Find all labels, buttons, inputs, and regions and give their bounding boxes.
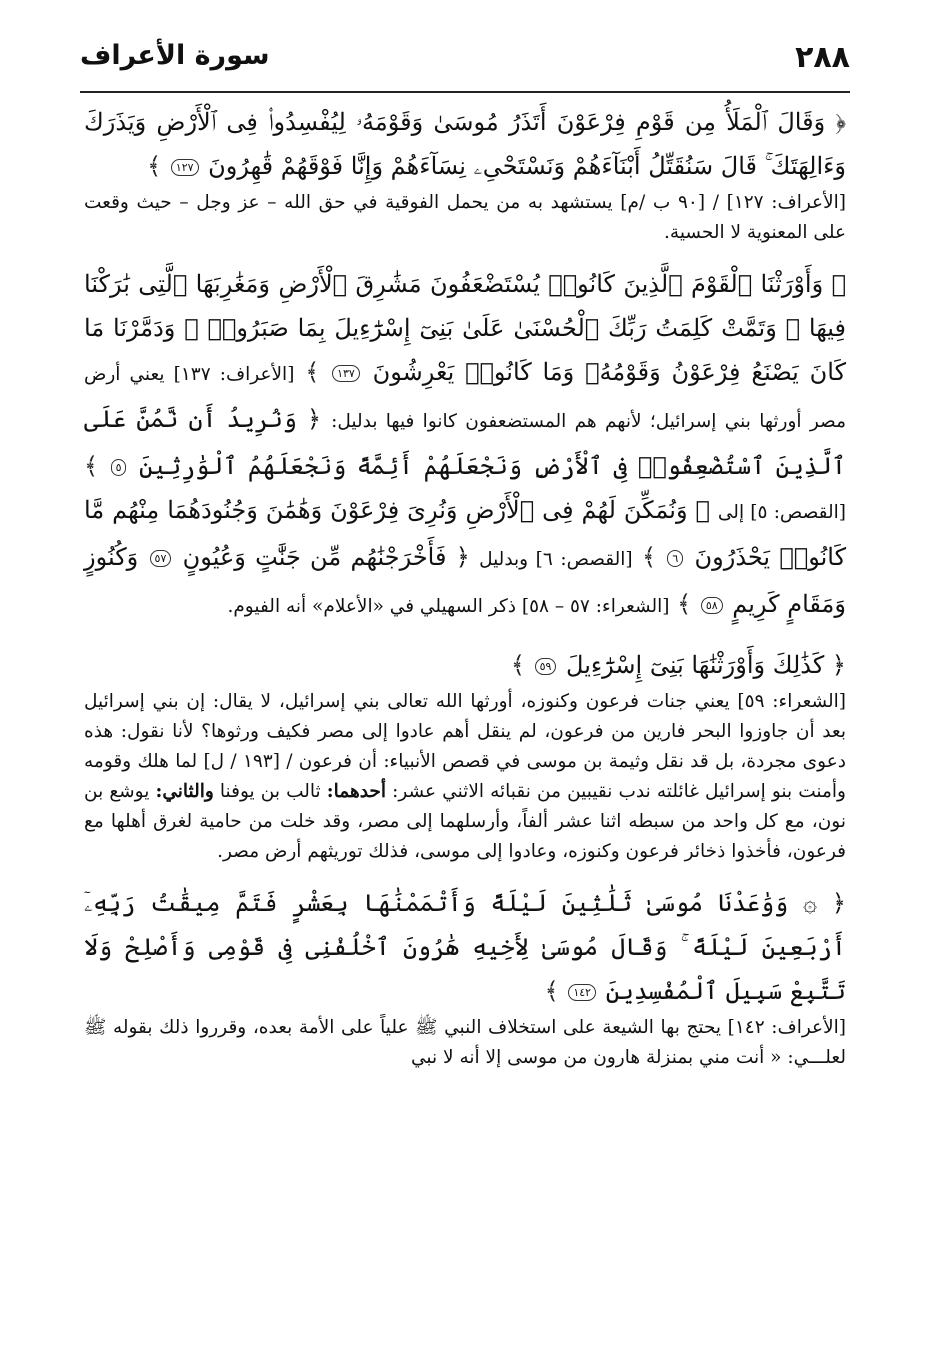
commentary-paragraph xyxy=(84,687,846,867)
closing-bracket: ﴾ xyxy=(147,152,162,180)
commentary-text: [الأعراف: ١٣٧] يعني أرض مصر أورثها بني إسرائيل؛ لأنهم هم المستضعفون كانوا فيها بدليل: xyxy=(84,364,846,432)
closing-bracket: ﴾ xyxy=(510,651,525,679)
ayah-number-marker: ١٤٢ xyxy=(568,984,596,1001)
verse-text: ﴿ وَأَوْرَثْنَا ٱلْقَوْمَ ٱلَّذِينَ كَانُوا۟ يُسْتَضْعَفُونَ مَشَٰرِقَ ٱلْأَرْضِ وَمَغَٰرِبَهَا ٱلَّتِى بَٰرَكْنَا فِيهَا ۖ وَتَمَّتْ كَلِمَتُ رَبِّكَ ٱلْحُسْنَىٰ عَلَىٰ بَنِىٓ إِسْرَٰٓءِيلَ بِمَا صَبَرُوا۟ ۖ وَدَمَّرْنَا مَا كَانَ يَصْنَعُ فِرْعَوْنُ وَقَوْمُهُۥ وَمَا كَانُوا۟ يَعْرِشُونَ xyxy=(84,270,846,386)
closing-bracket: ﴾ xyxy=(544,977,559,1005)
verse-text: ﴿ وَنُمَكِّنَ لَهُمْ فِى ٱلْأَرْضِ وَنُرِىَ فِرْعَوْنَ وَهَٰمَٰنَ وَجُنُودَهُمَا مِنْهُم مَّا كَانُوا۟ يَحْذَرُونَ xyxy=(84,496,847,571)
section-137 xyxy=(84,262,846,629)
ayah-number-marker: ٥٩ xyxy=(535,658,557,675)
ayah-number-marker: ٦ xyxy=(667,550,683,567)
reference-text: [الشعراء: ٥٧ – ٥٨] ذكر السهيلي في «الأعلام» أنه الفيوم. xyxy=(227,596,670,617)
verse-text: ﴿ وَقَالَ ٱلْمَلَأُ مِن قَوْمِ فِرْعَوْنَ أَتَذَرُ مُوسَىٰ وَقَوْمَهُۥ لِيُفْسِدُوا۟ فِى ٱلْأَرْضِ وَيَذَرَكَ وَءَالِهَتَكَ ۚ قَالَ سَنُقَتِّلُ أَبْنَآءَهُمْ وَنَسْتَحْىِۦ نِسَآءَهُمْ وَإِنَّا فَوْقَهُمْ قَٰهِرُونَ xyxy=(84,108,846,180)
ayah-number-marker: ٥٧ xyxy=(150,550,172,567)
header-divider xyxy=(80,91,850,93)
page-number: ٢٨٨ xyxy=(795,40,850,75)
commentary-text: [الأعراف: ١٤٢] يحتج بها الشيعة على استخلاف النبي ﷺ علياً على الأمة بعده، وقرروا ذلك بقوله ﷺ لعلـــي: « أنت مني بمنزلة هارون من موسى إلا أنه لا نبي xyxy=(84,1017,846,1068)
quran-verse-block xyxy=(84,262,846,629)
verse-text: ﴿ ۞ وَوَٰعَدْنَا مُوسَىٰ ثَلَٰثِينَ لَيْلَةً وَأَتْمَمْنَٰهَا بِعَشْرٍ فَتَمَّ مِيقَٰتُ رَبِّهِۦٓ أَرْبَعِينَ لَيْلَةً ۚ وَقَالَ مُوسَىٰ لِأَخِيهِ هَٰرُونَ ٱخْلُفْنِى فِى قَوْمِى وَأَصْلِحْ وَلَا تَتَّبِعْ سَبِيلَ ٱلْمُفْسِدِينَ xyxy=(84,889,846,1005)
reference-text: [القصص: ٦] وبدليل xyxy=(479,549,633,570)
verse-text: ﴿ وَنُرِيدُ أَن نَّمُنَّ عَلَى ٱلَّذِينَ ٱسْتُضْعِفُوا۟ فِى ٱلْأَرْضِ وَنَجْعَلَهُمْ أَئِمَّةً وَنَجْعَلَهُمُ ٱلْوَٰرِثِينَ xyxy=(84,405,846,480)
ayah-number-marker: ١٣٧ xyxy=(332,365,360,382)
quran-verse xyxy=(84,643,846,687)
closing-bracket: ﴾ xyxy=(305,358,320,386)
surah-title: سورة الأعراف xyxy=(80,40,270,71)
ayah-number-marker: ١٢٧ xyxy=(171,159,199,176)
reference-text: [القصص: ٥] إلى xyxy=(717,502,846,523)
bold-term: والثاني: xyxy=(155,781,214,802)
section-127 xyxy=(84,100,846,248)
closing-bracket: ﴾ xyxy=(677,590,692,618)
verse-text: ﴿ كَذَٰلِكَ وَأَوْرَثْنَٰهَا بَنِىٓ إِسْرَٰٓءِيلَ xyxy=(566,651,846,679)
page-body xyxy=(84,100,846,1073)
closing-bracket: ﴾ xyxy=(641,543,657,571)
paragraph-gap xyxy=(84,629,846,643)
verse-text: ﴿ فَأَخْرَجْنَٰهُم مِّن جَنَّٰتٍ وَعُيُونٍ xyxy=(182,543,470,571)
closing-bracket: ﴾ xyxy=(84,452,99,480)
paragraph-gap xyxy=(84,867,846,881)
commentary-text: [الأعراف: ١٢٧] / [٩٠ ب /م] يستشهد به من يحمل الفوقية في حق الله – عز وجل – حيث وقعت على المعنوية لا الحسية. xyxy=(84,192,846,243)
section-59 xyxy=(84,643,846,867)
paragraph-gap xyxy=(84,248,846,262)
quran-verse xyxy=(84,881,846,1013)
quran-verse xyxy=(84,100,846,188)
ayah-number-marker: ٥٨ xyxy=(701,597,723,614)
bold-term: أحدهما: xyxy=(326,781,386,802)
page-header xyxy=(80,30,850,88)
commentary-text: يوشع بن نون، مع كل واحد من سبطه اثنا عشر ألفاً، وأرسلهما إلى مصر، وقد خلت من حامية لغرق أهلها مع فرعون، فأخذوا ذخائر فرعون وكنوزه، وعادوا إلى موسى، فذلك توريثهم أرض مصر. xyxy=(84,781,846,862)
commentary-text: ثالب بن يوفنا xyxy=(219,781,321,802)
ayah-number-marker: ٥ xyxy=(111,459,127,476)
section-142 xyxy=(84,881,846,1073)
verse-text: وَكُنُوزٍ وَمَقَامٍ كَرِيمٍ xyxy=(84,543,846,618)
commentary-text: [الشعراء: ٥٩] يعني جنات فرعون وكنوزه، أورثها الله تعالى بني إسرائيل، لا يقال: إن بني إسرائيل بعد أن جاوزوا البحر فارين من فرعون، لم ينقل أهم عادوا إلى مصر فكيف ورثوها؟ لأنا نقول: هذه دعوى مجردة، بل قد نقل وثيمة بن موسى في قصص الأنبياء: أن فرعون / [١٩٣ / ل] لما هلك وقومه وأمنت بنو إسرائيل غائلته ندب نقيبين من نقبائه الاثني عشر: xyxy=(84,691,846,802)
